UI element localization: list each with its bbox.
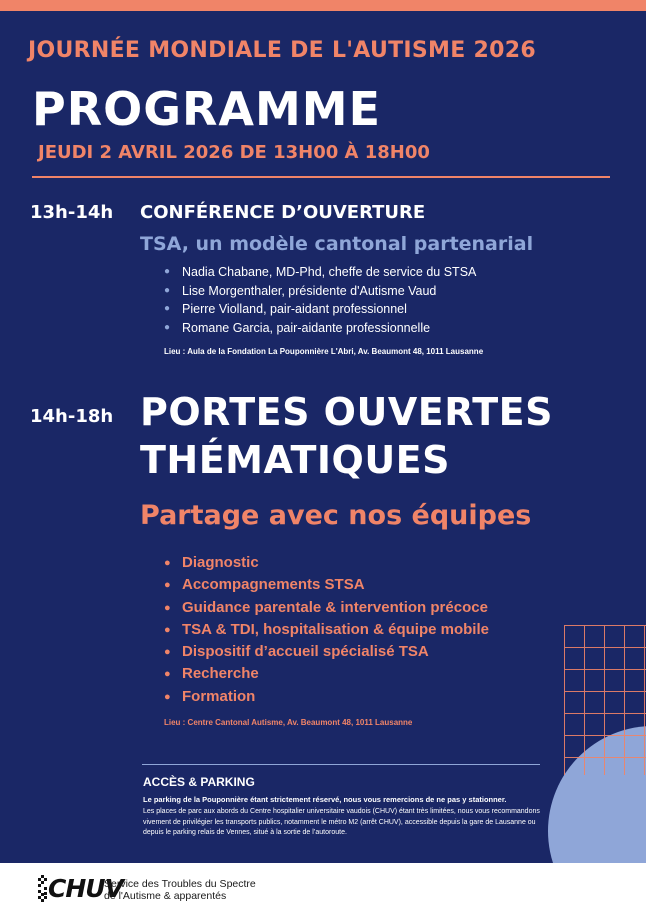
decorative-grid (564, 625, 646, 775)
topic-label: Guidance parentale & intervention précoce (182, 598, 488, 616)
list-item (164, 300, 476, 319)
topic-label: TSA & TDI, hospitalisation & équipe mobile (182, 620, 489, 638)
session1-subtitle: TSA, un modèle cantonal partenarial (140, 233, 534, 255)
logo-text: CHUV (48, 874, 123, 903)
header-divider (32, 176, 610, 178)
access-transport-text: Les places de parc aux abords du Centre hospitalier universitaire vaudois (CHUV) étant très limitées, nous vous recommandons vivement de privilégier les transports publics, notamment le métro M2 (arrêt CHUV), accessible depuis la gare de Lausanne ou depuis le parking relais de Vennes, situé à la sortie de l’autoroute. (143, 808, 540, 836)
service-line2: de l'Autisme & apparentés (104, 890, 227, 902)
topic-label: Diagnostic (182, 554, 259, 571)
topic-label: Accompagnements STSA (182, 576, 365, 594)
speaker-name: Lise Morgenthaler, présidente d'Autisme Vaud (182, 283, 437, 298)
session2-title-line1: PORTES OUVERTES (140, 390, 554, 434)
list-item (164, 574, 489, 596)
event-name: JOURNÉE MONDIALE DE L'AUTISME 2026 (28, 38, 536, 63)
speaker-name: Pierre Violland, pair-aidant professionnel (182, 302, 407, 316)
bullet-icon: ● (164, 303, 171, 314)
bullet-icon: ● (164, 579, 171, 592)
bullet-icon: ● (164, 321, 171, 333)
speaker-name: Romane Garcia, pair-aidante professionnelle (182, 320, 431, 335)
list-item (164, 319, 476, 338)
bullet-icon: ● (164, 266, 171, 277)
list-item (164, 282, 476, 301)
list-item (164, 263, 476, 282)
list-item (164, 663, 489, 685)
session2-subtitle: Partage avec nos équipes (140, 500, 532, 531)
session2-location: Lieu : Centre Cantonal Autisme, Av. Beaumont 48, 1011 Lausanne (164, 718, 413, 727)
speaker-name: Nadia Chabane, MD-Phd, cheffe de service du STSA (182, 265, 477, 279)
service-name (104, 878, 256, 902)
bullet-icon: ● (164, 646, 171, 659)
service-line1: Service des Troubles du Spectre (104, 878, 256, 890)
access-title: ACCÈS & PARKING (143, 775, 255, 789)
event-date: JEUDI 2 AVRIL 2026 DE 13H00 À 18H00 (38, 142, 430, 163)
bullet-icon: ● (164, 601, 171, 614)
speaker-list (164, 263, 476, 337)
bullet-icon: ● (164, 284, 171, 296)
top-accent-bar (0, 0, 646, 11)
list-item (164, 686, 489, 708)
access-divider (142, 764, 540, 765)
session1-location: Lieu : Aula de la Fondation La Pouponnière L'Abri, Av. Beaumont 48, 1011 Lausanne (164, 347, 484, 356)
list-item (164, 619, 489, 641)
list-item (164, 641, 489, 663)
session1-title: CONFÉRENCE D’OUVERTURE (140, 202, 426, 223)
session1-time: 13h-14h (30, 202, 114, 223)
topic-list (164, 552, 489, 708)
bullet-icon: ● (164, 690, 171, 703)
bullet-icon: ● (164, 557, 171, 569)
topic-label: Recherche (182, 665, 259, 683)
topic-label: Dispositif d’accueil spécialisé TSA (182, 643, 429, 661)
session2-title-line2: THÉMATIQUES (140, 438, 451, 482)
list-item (164, 552, 489, 574)
topic-label: Formation (182, 687, 256, 705)
session2-title (140, 388, 553, 484)
access-parking-note: Le parking de la Pouponnière étant strictement réservé, nous vous remercions de ne pas y stationner. (143, 795, 507, 804)
page-title: PROGRAMME (32, 82, 381, 136)
list-item (164, 597, 489, 619)
bullet-icon: ● (164, 668, 171, 681)
bullet-icon: ● (164, 623, 171, 636)
session2-time: 14h-18h (30, 406, 114, 427)
